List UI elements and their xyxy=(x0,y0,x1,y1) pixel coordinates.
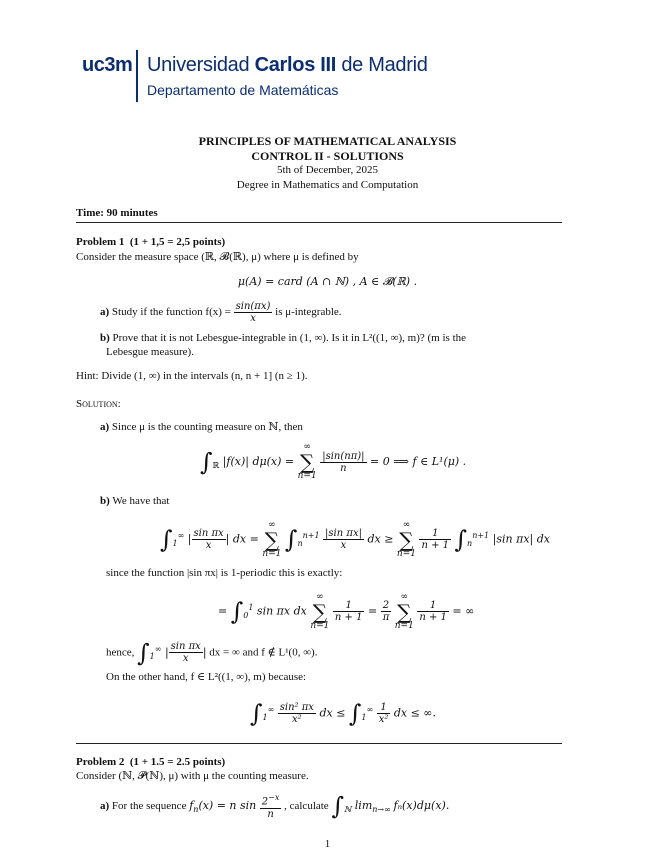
problem1-a-text-post: is μ-integrable. xyxy=(275,306,342,318)
integral-symbol: ∫ xyxy=(200,448,213,476)
problem2-intro: Consider (ℕ, 𝓟(ℕ), μ) with μ the counting measure. xyxy=(76,770,309,782)
problem1-a-label: a) xyxy=(100,306,110,318)
university-strong: Carlos III xyxy=(254,54,337,76)
problem2-part-a: a) For the sequence $f_n(x) = n$ sin $\frac{2^{-x}}{n}$ , calculate $\int_ℕ$ $\lim_{n\to\infty} f_n(x)d\mu(x)$. xyxy=(100,792,450,820)
solution-b-other: On the other hand, f ∈ L²((1, ∞), m) because: xyxy=(106,671,307,683)
problem2-label: Problem 2 xyxy=(76,756,125,768)
solution-label: Solution: xyxy=(76,398,121,410)
problem2-heading xyxy=(76,755,225,769)
solution-b-mid-text: since the function |sin πx| is 1-periodic this is exactly: xyxy=(106,567,343,579)
sum-symbol: ∞ ∑ n=1 xyxy=(297,442,317,481)
problem1-a-frac-num: sin(πx) xyxy=(235,300,271,312)
problem2-a-text-post: fₙ(x)dμ(x). xyxy=(393,799,450,812)
problem2-points: (1 + 1.5 = 2.5 points) xyxy=(129,756,226,768)
solution-b-hence: hence, $\int_1^\infty$ | $\frac{\text{sin πx}}{x}$ | dx = ∞ and f ∉ L¹(0, ∞). xyxy=(106,638,318,667)
solution-b-label: b) xyxy=(100,495,110,507)
logo-uc3m: uc3m xyxy=(82,54,133,76)
problem1-intro: Consider the measure space (ℝ, 𝓑(ℝ), μ) where μ is defined by xyxy=(76,251,359,263)
problem1-hint: Hint: Divide (1, ∞) in the intervals (n, n + 1] (n ≥ 1). xyxy=(76,370,308,382)
solution-b-equation3: $\int_1^\infty$ $\frac{\text{sin² πx}}{\text{x²}}$ dx ≤ $\int_1^\infty$ $\frac{1}{\text{x²}}$ dx ≤ ∞. xyxy=(250,699,436,728)
problem1-heading xyxy=(76,235,225,249)
page-number: 1 xyxy=(324,838,331,850)
problem1-points: (1 + 1,5 = 2,5 points) xyxy=(129,236,226,248)
solution-a-intro xyxy=(100,420,303,434)
problem1-part-b xyxy=(100,331,466,345)
solution-a-fraction: $\frac{|\sin(n\pi)|}{n}$ xyxy=(322,450,365,474)
problem1-a-fraction xyxy=(234,301,273,324)
time-limit: Time: 90 minutes xyxy=(76,207,158,219)
problem1-definition: μ(A) = card (A ∩ ℕ) , A ∈ 𝓑(ℝ) . xyxy=(237,275,418,288)
solution-a-equation: $\int_ℝ$ |f(x)| dμ(x) = ∞ ∑ n=1 $\frac{|\sin(n\pi)|}{n}$ = 0 ⟹ f ∈ L¹(μ) . xyxy=(200,442,467,481)
university-prefix: Universidad xyxy=(147,54,250,76)
logo-divider xyxy=(136,50,138,102)
problem2-a-text-mid: , calculate xyxy=(284,800,329,812)
divider-problem2 xyxy=(76,743,562,744)
department-name: Departamento de Matemáticas xyxy=(147,82,339,98)
divider-top xyxy=(76,222,562,223)
problem1-a-text-pre: Study if the function f(x) = xyxy=(111,306,231,318)
solution-b-hence-post: dx = ∞ and f ∉ L¹(0, ∞). xyxy=(209,646,318,659)
exam-date: 5th of December, 2025 xyxy=(277,164,378,176)
solution-a-eq-rhs: = 0 ⟹ f ∈ L¹(μ) . xyxy=(370,455,467,468)
solution-b-equation1: $\int_1^\infty$ | $\frac{\text{sin πx}}{x}$ | dx = ∞ ∑ n=1 $\int_n^{n+1}$ $\frac{\text{|sin πx|}}{x}$ dx ≥ ∞ ∑ n=1 $\frac{1}{n + 1}$ $\int_n^{n+1}$ |sin πx| dx xyxy=(160,519,550,559)
solution-b-hence-label: hence, xyxy=(106,646,135,659)
problem1-label: Problem 1 xyxy=(76,236,125,248)
solution-a-eq-lhs: |f(x)| dμ(x) = xyxy=(222,455,295,468)
problem2-a-label: a) xyxy=(100,800,110,812)
degree-name: Degree in Mathematics and Computation xyxy=(236,179,419,191)
problem1-b-text-line2: Lebesgue measure). xyxy=(106,346,194,358)
problem2-a-text-pre: For the sequence xyxy=(111,800,187,812)
exam-title: CONTROL II - SOLUTIONS xyxy=(251,149,404,163)
solution-a-label: a) xyxy=(100,421,110,433)
solution-a-text: Since μ is the counting measure on ℕ, then xyxy=(111,421,303,433)
problem1-part-a xyxy=(100,297,342,327)
problem1-a-frac-den: x xyxy=(250,312,256,324)
solution-b-intro xyxy=(100,494,170,508)
university-name xyxy=(147,54,428,77)
problem1-b-label: b) xyxy=(100,332,110,344)
course-title: PRINCIPLES OF MATHEMATICAL ANALYSIS xyxy=(198,134,457,148)
solution-b-text: We have that xyxy=(112,495,170,507)
university-suffix: de Madrid xyxy=(341,54,428,76)
solution-b-equation2: = $\int_0^1$ sin πx dx ∞ ∑ n=1 $\frac{1}{n + 1}$ = $\frac{2}{\pi}$ ∞ ∑ n=1 $\frac{1}{n + 1}$ = ∞ xyxy=(218,591,475,631)
problem1-b-text-line1: Prove that it is not Lebesgue-integrable in (1, ∞). Is it in L²((1, ∞), m)? (m is the xyxy=(112,332,467,344)
